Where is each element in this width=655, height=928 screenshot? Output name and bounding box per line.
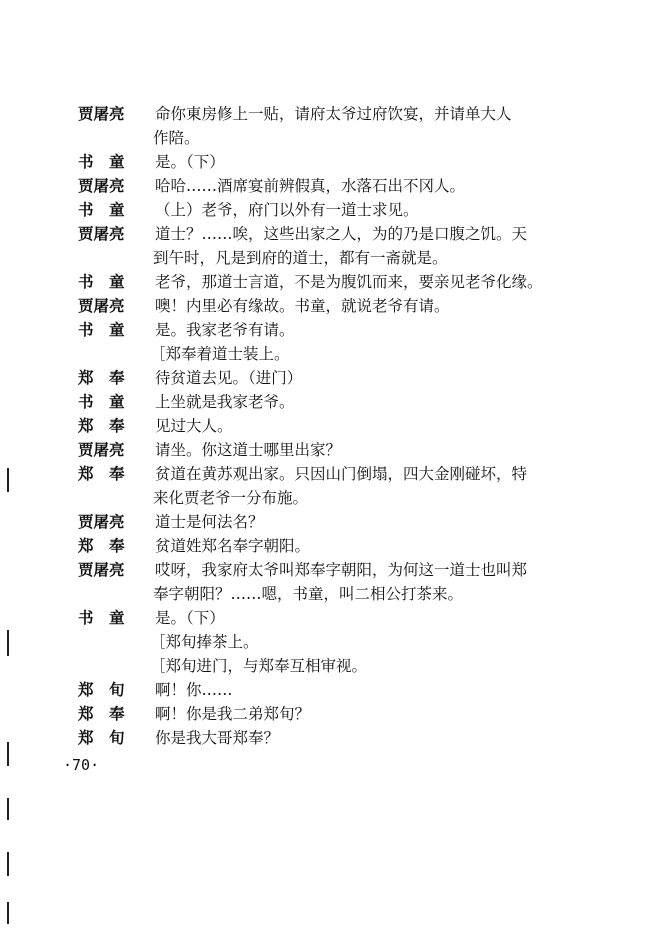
dialogue-continuation	[153, 488, 655, 508]
dialogue-text: 啊！你是我二弟郑旬？	[155, 705, 311, 723]
stage-direction-text: ［郑奉着道士装上。	[150, 345, 290, 363]
dialogue-line	[78, 176, 598, 196]
speaker-name: 郑 奉	[78, 464, 125, 483]
speaker-name: 贾屠亮	[78, 104, 125, 123]
dialogue-line	[78, 464, 598, 484]
dialogue-line	[78, 560, 598, 580]
speaker-name: 书 童	[78, 608, 125, 627]
scan-margin-mark	[7, 468, 9, 492]
dialogue-text: 哎呀，我家府太爷叫郑奉字朝阳，为何这一道士也叫郑	[155, 561, 528, 579]
scan-margin-mark	[7, 902, 9, 924]
dialogue-line	[78, 392, 598, 412]
dialogue-text: 哈哈……酒席宴前辨假真，水落石出不冈人。	[155, 177, 466, 195]
dialogue-line	[78, 704, 598, 724]
dialogue-text: 你是我大哥郑奉？	[155, 729, 280, 747]
dialogue-continuation	[153, 248, 655, 268]
dialogue-text: 来化贾老爷一分布施。	[153, 489, 309, 507]
dialogue-continuation	[153, 128, 655, 148]
speaker-name: 郑 奉	[78, 704, 125, 723]
scan-margin-mark	[7, 742, 9, 766]
dialogue-text: 贫道姓郑名奉字朝阳。	[155, 537, 311, 555]
dialogue-line	[78, 728, 598, 748]
dialogue-line	[78, 512, 598, 532]
dialogue-text: 是。（下）	[155, 609, 225, 627]
dialogue-text: 是。我家老爷有请。	[155, 321, 295, 339]
speaker-name: 郑 奉	[78, 368, 125, 387]
page-number: ·70·	[63, 756, 100, 774]
speaker-name: 书 童	[78, 272, 125, 291]
dialogue-text: 见过大人。	[155, 417, 233, 435]
speaker-name: 书 童	[78, 320, 125, 339]
dialogue-line	[78, 152, 598, 172]
speaker-name: 书 童	[78, 200, 125, 219]
dialogue-line	[78, 608, 598, 628]
dialogue-line	[78, 224, 598, 244]
speaker-name: 书 童	[78, 152, 125, 171]
speaker-name: 书 童	[78, 392, 125, 411]
dialogue-text: 到午时，凡是到府的道士，都有一斋就是。	[153, 249, 448, 267]
speaker-name: 贾屠亮	[78, 176, 125, 195]
dialogue-text: 道士？……唉，这些出家之人，为的乃是口腹之饥。天	[155, 225, 528, 243]
dialogue-line	[78, 104, 598, 124]
stage-direction	[150, 656, 655, 676]
dialogue-line	[78, 440, 598, 460]
dialogue-text: 老爷，那道士言道，不是为腹饥而来，要亲见老爷化缘。	[155, 273, 543, 291]
dialogue-line	[78, 536, 598, 556]
dialogue-line	[78, 416, 598, 436]
dialogue-text: 噢！内里必有缘故。书童，就说老爷有请。	[155, 297, 450, 315]
speaker-name: 郑 旬	[78, 680, 125, 699]
dialogue-line	[78, 368, 598, 388]
stage-direction-text: ［郑旬进门，与郑奉互相审视。	[150, 657, 368, 675]
speaker-name: 贾屠亮	[78, 224, 125, 243]
speaker-name: 郑 奉	[78, 536, 125, 555]
dialogue-text: 作陪。	[153, 129, 200, 147]
dialogue-line	[78, 200, 598, 220]
dialogue-text: 请坐。你这道士哪里出家？	[155, 441, 342, 459]
stage-direction	[150, 632, 655, 652]
speaker-name: 贾屠亮	[78, 296, 125, 315]
dialogue-text: 是。（下）	[155, 153, 225, 171]
speaker-name: 贾屠亮	[78, 440, 125, 459]
scan-margin-mark	[7, 630, 9, 656]
speaker-name: 郑 旬	[78, 728, 125, 747]
stage-direction	[150, 344, 655, 364]
dialogue-text: （上）老爷，府门以外有一道士求见。	[155, 201, 419, 219]
dialogue-line	[78, 320, 598, 340]
dialogue-continuation	[153, 584, 655, 604]
dialogue-text: 命你東房修上一贴，请府太爷过府饮宴，并请单大人	[155, 105, 512, 123]
scan-margin-mark	[7, 852, 9, 876]
speaker-name: 郑 奉	[78, 416, 125, 435]
stage-direction-text: ［郑旬捧茶上。	[150, 633, 259, 651]
dialogue-text: 啊！你……	[155, 681, 233, 699]
dialogue-text: 道士是何法名？	[155, 513, 264, 531]
speaker-name: 贾屠亮	[78, 560, 125, 579]
scan-margin-mark	[7, 798, 9, 820]
dialogue-text: 奉字朝阳？……嗯，书童，叫二相公打茶来。	[153, 585, 464, 603]
dialogue-line	[78, 296, 598, 316]
dialogue-text: 上坐就是我家老爷。	[155, 393, 295, 411]
dialogue-line	[78, 680, 598, 700]
dialogue-line	[78, 272, 598, 292]
speaker-name: 贾屠亮	[78, 512, 125, 531]
dialogue-text: 贫道在黄苏观出家。只因山门倒塌，四大金刚碰坏，特	[155, 465, 528, 483]
dialogue-text: 待贫道去见。（进门）	[155, 369, 303, 387]
